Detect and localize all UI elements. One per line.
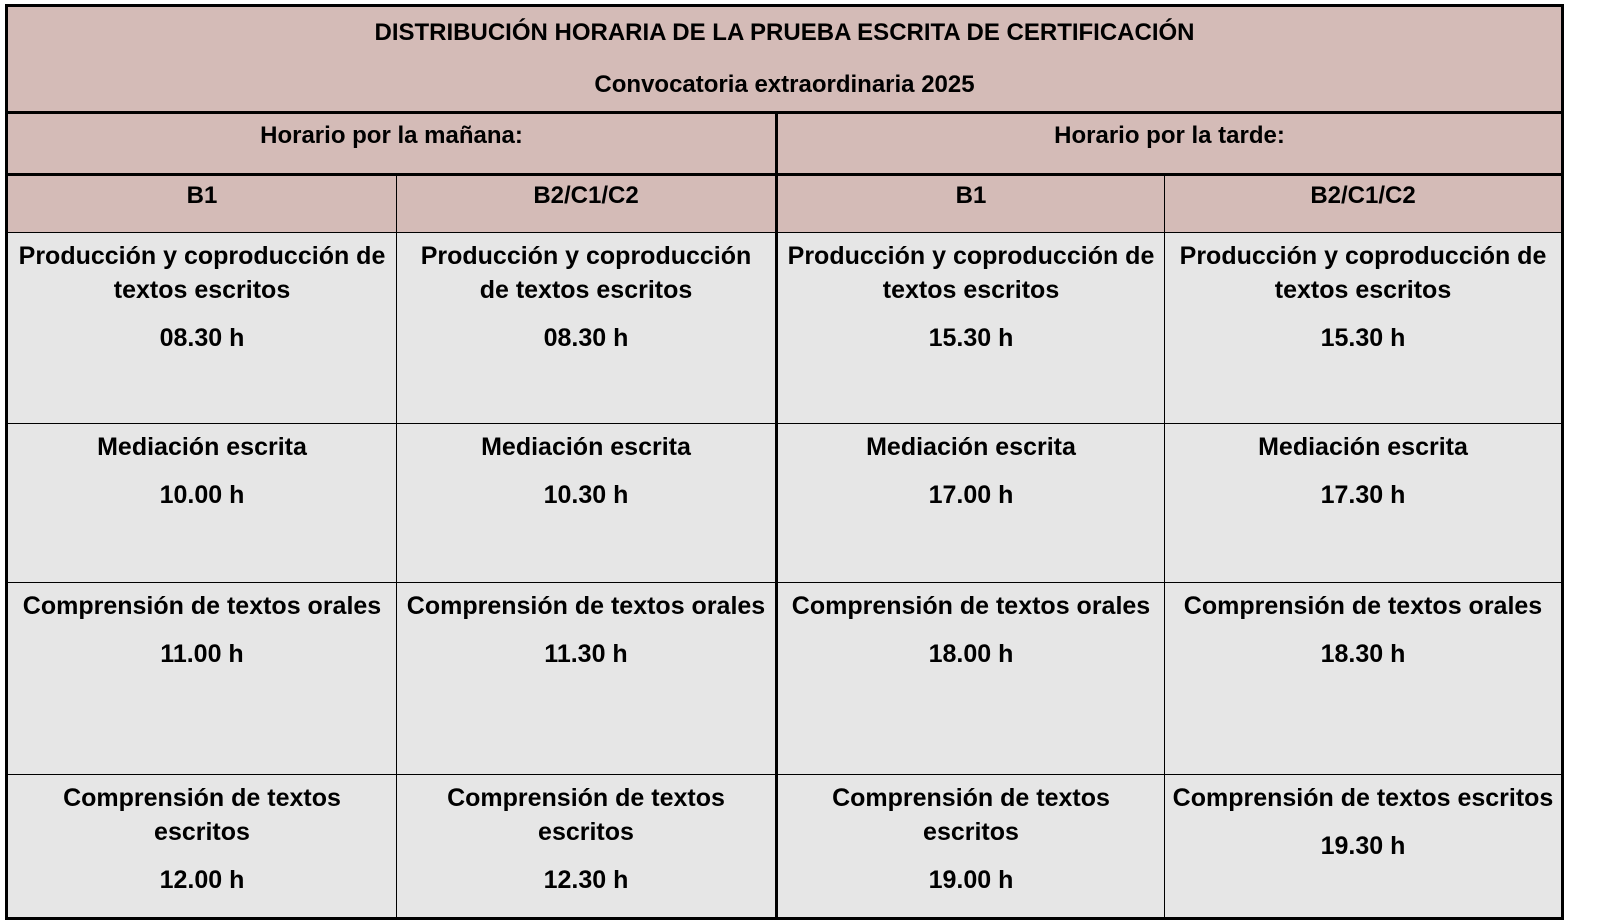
test-time: 11.30 h [544,640,628,668]
test-time: 11.00 h [160,640,244,668]
test-time: 08.30 h [543,324,629,352]
test-time: 17.30 h [1320,481,1406,509]
level-header-morning-b2c1c2: B2/C1/C2 [397,175,777,233]
level-header-morning-b1: B1 [7,175,397,233]
level-row [7,175,1563,233]
schedule-cell [7,233,397,424]
schedule-cell [7,775,397,919]
table-row [7,583,1563,775]
table-row [7,424,1563,583]
schedule-table [5,4,1564,920]
test-name: Mediación escrita [1258,433,1468,461]
test-time: 18.30 h [1320,640,1406,668]
table-title: DISTRIBUCIÓN HORARIA DE LA PRUEBA ESCRITA DE CERTIFICACIÓN [374,19,1195,46]
level-header-afternoon-b2c1c2: B2/C1/C2 [1165,175,1563,233]
schedule-cell [397,583,777,775]
schedule-cell [397,775,777,919]
table-subtitle: Convocatoria extraordinaria 2025 [594,71,975,98]
test-time: 17.00 h [928,481,1014,509]
test-time: 19.00 h [928,866,1014,894]
test-time: 10.30 h [543,481,629,509]
schedule-cell [777,233,1165,424]
test-name: Comprensión de textos escritos [832,784,1110,846]
test-time: 15.30 h [928,324,1014,352]
test-time: 12.00 h [159,866,245,894]
table-row [7,233,1563,424]
schedule-cell [7,424,397,583]
level-header-afternoon-b1: B1 [777,175,1165,233]
test-name: Comprensión de textos escritos [447,784,725,846]
test-name: Comprensión de textos orales [22,592,382,620]
test-name: Comprensión de textos escritos [63,784,341,846]
shift-row [7,113,1563,175]
test-name: Producción y coproducción de textos escritos [787,242,1155,304]
test-time: 18.00 h [928,640,1014,668]
schedule-cell [1165,424,1563,583]
table-title-cell [7,6,1563,113]
test-name: Comprensión de textos escritos [1172,784,1554,812]
test-name: Mediación escrita [866,433,1076,461]
schedule-cell [7,583,397,775]
shift-morning-header: Horario por la mañana: [7,113,777,175]
title-row [7,6,1563,113]
test-name: Producción y coproducción de textos escritos [420,242,752,304]
schedule-cell [1165,775,1563,919]
test-time: 12.30 h [543,866,629,894]
schedule-cell [1165,583,1563,775]
schedule-cell [397,233,777,424]
test-time: 08.30 h [159,324,245,352]
table-row [7,775,1563,919]
shift-afternoon-header: Horario por la tarde: [777,113,1563,175]
test-name: Producción y coproducción de textos escritos [18,242,386,304]
test-name: Producción y coproducción de textos escritos [1179,242,1547,304]
schedule-cell [777,775,1165,919]
test-time: 10.00 h [159,481,245,509]
test-name: Comprensión de textos orales [791,592,1151,620]
test-name: Comprensión de textos orales [1183,592,1543,620]
schedule-cell [1165,233,1563,424]
test-time: 15.30 h [1320,324,1406,352]
test-name: Mediación escrita [481,433,691,461]
test-name: Comprensión de textos orales [406,592,766,620]
schedule-cell [777,424,1165,583]
schedule-cell [397,424,777,583]
test-time: 19.30 h [1320,832,1406,860]
test-name: Mediación escrita [97,433,307,461]
schedule-cell [777,583,1165,775]
